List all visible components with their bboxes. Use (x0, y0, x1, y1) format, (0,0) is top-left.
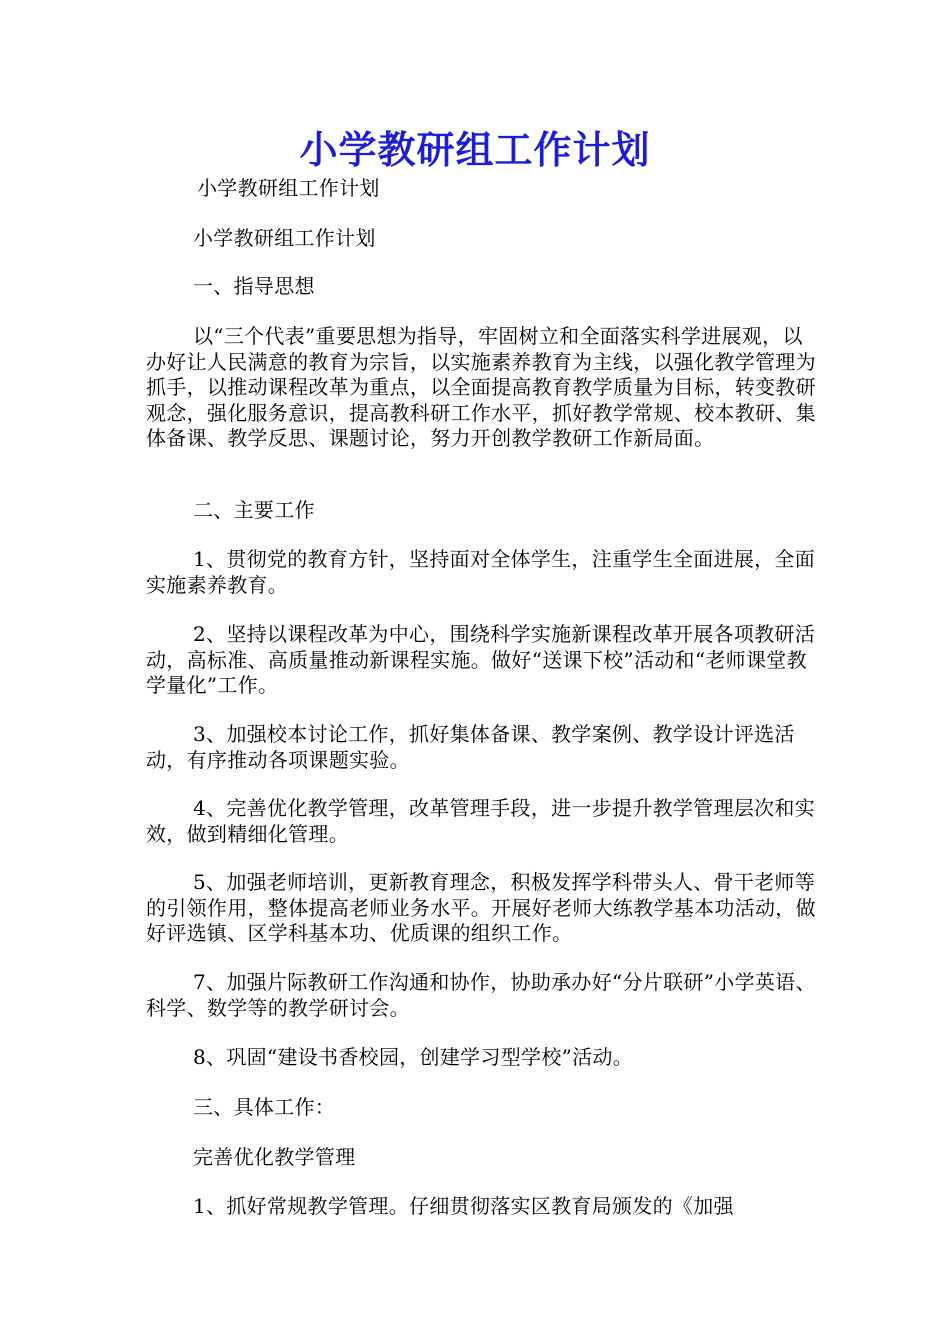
subsection-heading: 完善优化教学管理 (193, 1145, 356, 1169)
paragraph: 1、贯彻党的教育方针，坚持面对全体学生，注重学生全面进展，全面实施素养教育。 (146, 547, 816, 597)
section-heading: 二、主要工作 (193, 498, 315, 522)
paragraph: 1、抓好常规教学管理。仔细贯彻落实区教育局颁发的《加强 (193, 1194, 734, 1218)
document-subtitle: 小学教研组工作计划 (197, 176, 380, 200)
document-title: 小学教研组工作计划 (299, 127, 651, 172)
paragraph: 7、加强片际教研工作沟通和协作，协助承办好“分片联研”小学英语、科学、数学等的教学研讨会。 (146, 970, 816, 1020)
paragraph: 4、完善优化教学管理，改革管理手段，进一步提升教学管理层次和实效，做到精细化管理。 (146, 796, 816, 846)
paragraph: 小学教研组工作计划 (193, 226, 376, 250)
paragraph: 3、加强校本讨论工作，抓好集体备课、教学案例、教学设计评选活动，有序推动各项课题实验。 (146, 722, 795, 772)
paragraph: 以“三个代表”重要思想为指导，牢固树立和全面落实科学进展观，以办好让人民满意的教育为宗旨，以实施素养教育为主线，以强化教学管理为抓手，以推动课程改革为重点，以全面提高教育教学质量为目标，转变教研观念，强化服务意识，提高教科研工作水平，抓好教学常规、校本教研、集体备课、教学反思、课题讨论，努力开创教学教研工作新局面。 (146, 324, 816, 450)
section-heading: 一、指导思想 (193, 274, 315, 298)
paragraph: 8、巩固“建设书香校园，创建学习型学校”活动。 (193, 1045, 634, 1069)
section-heading: 三、具体工作： (193, 1095, 336, 1119)
paragraph: 2、坚持以课程改革为中心，围绕科学实施新课程改革开展各项教研活动，高标准、高质量推动新课程实施。做好“送课下校”活动和“老师课堂教学量化”工作。 (146, 622, 816, 697)
paragraph: 5、加强老师培训，更新教育理念，积极发挥学科带头人、骨干老师等的引领作用，整体提高老师业务水平。开展好老师大练教学基本功活动，做好评选镇、区学科基本功、优质课的组织工作。 (146, 870, 816, 945)
